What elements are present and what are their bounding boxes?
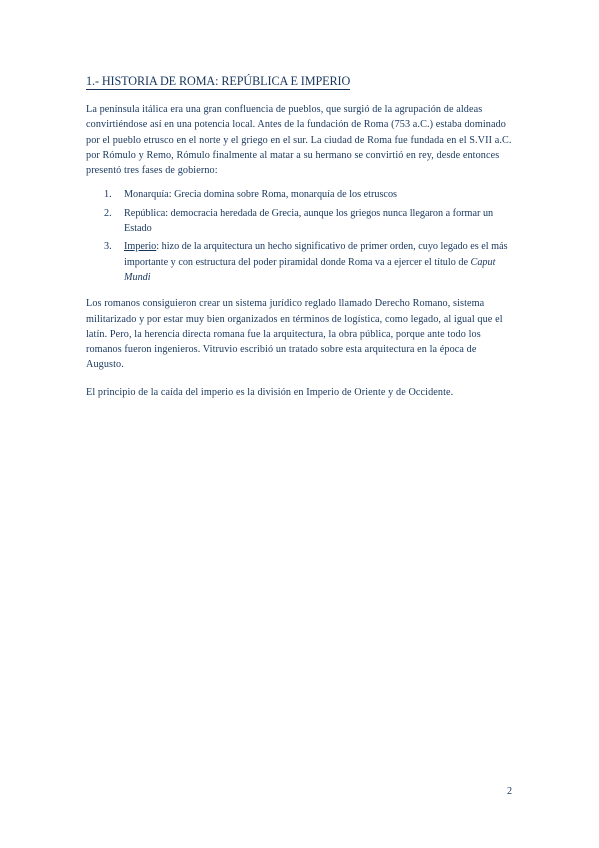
list-item	[86, 239, 516, 285]
list-text-composite	[124, 239, 516, 285]
section-heading: 1.- HISTORIA DE ROMA: REPÚBLICA E IMPERIO	[86, 74, 351, 88]
list-item	[86, 206, 516, 237]
list-number: 1.	[104, 189, 112, 201]
roman-legacy-paragraph: Los romanos consiguieron crear un sistema jurídico reglado llamado Derecho Romano, sistema militarizado y por estar muy bien organizados en términos de logística, como legado, al igual que el latín. Pero, la herencia directa romana fue la arquitectura, la obra pública, porque ante todo los romanos fueron ingenieros. Vitruvio escribió un tratado sobre esta arquitectura en la época de Augusto.	[86, 298, 503, 371]
list-text: Monarquía: Grecia domina sobre Roma, monarquía de los etruscos	[124, 189, 398, 201]
document-page	[86, 70, 516, 412]
list-number: 3.	[104, 241, 112, 253]
imperio-label: Imperio	[124, 241, 157, 253]
intro-paragraph: La península itálica era una gran confluencia de pueblos, que surgió de la agrupación de aldeas convirtiéndose así en una potencia local. Antes de la fundación de Roma (753 a.C.) estaba dominado por el pueblo etrusco en el norte y el griego en el sur. La ciudad de Roma fue fundada en el S.VII a.C. por Rómulo y Remo, Rómulo finalmente al matar a su hermano se convirtió en rey, desde entonces presentó tres fases de gobierno:	[86, 104, 512, 177]
imperio-text: : hizo de la arquitectura un hecho significativo de primer orden, cuyo legado es el más importante y con estructura del poder piramidal donde Roma va a ejercer el título de	[124, 241, 508, 268]
list-text: República: democracia heredada de Grecia, aunque los griegos nunca llegaron a formar un Estado	[124, 207, 494, 235]
list-item	[86, 187, 516, 202]
page-number: 2	[507, 786, 513, 797]
phases-list	[86, 187, 516, 285]
caput-mundi-text: Caput Mundi	[124, 256, 496, 283]
empire-fall-paragraph: El principio de la caída del imperio es la división en Imperio de Oriente y de Occidente.	[86, 386, 454, 398]
list-number: 2.	[104, 207, 112, 219]
